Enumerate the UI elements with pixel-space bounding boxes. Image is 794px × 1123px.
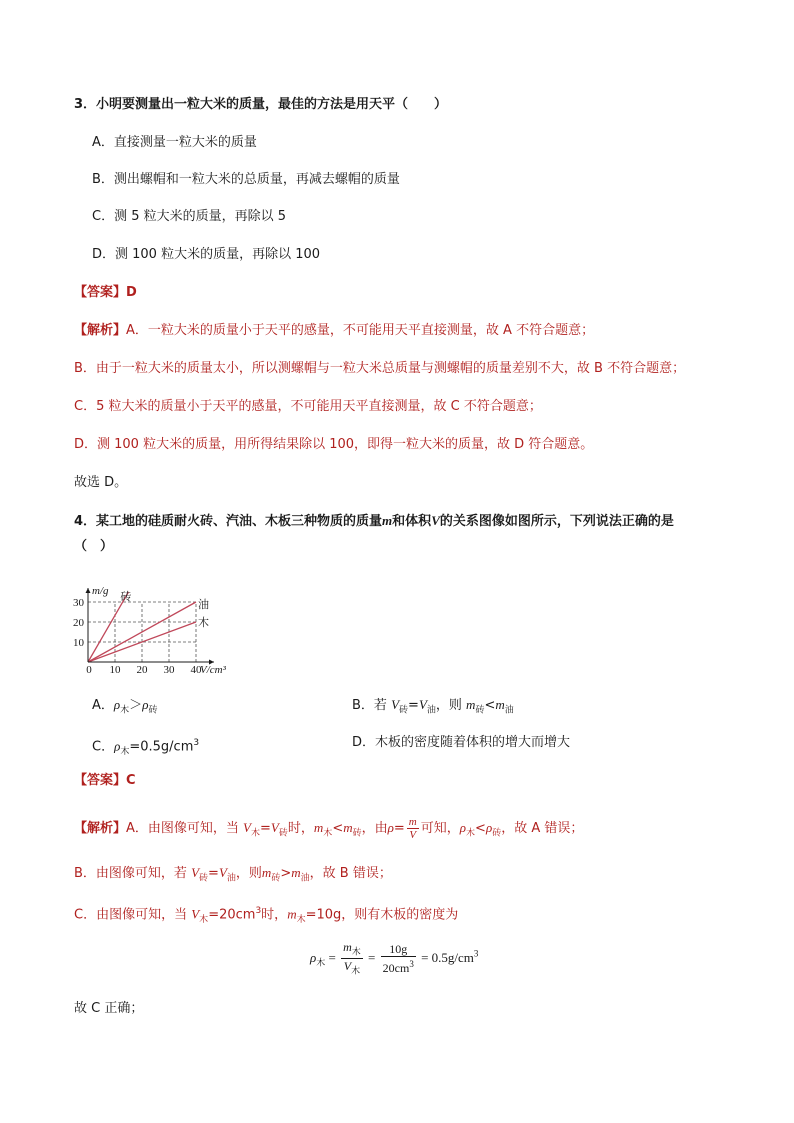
superscript: 3 (473, 948, 479, 959)
q3-analysis-d: D．测 100 粒大米的质量，用所得结果除以 100，即得一粒大米的质量，故 D 符合题意。 (74, 437, 594, 452)
operator: = (208, 866, 219, 881)
answer-label: 【答案】 (74, 773, 127, 788)
var-m: m (261, 865, 272, 880)
subscript: 木 (120, 746, 130, 757)
var-m: m (313, 820, 324, 835)
series-label-0: 砖 (120, 591, 132, 603)
q3-stem: 3．小明要测量出一粒大米的质量，最佳的方法是用天平（ ） (74, 97, 448, 112)
operator: < (484, 698, 496, 713)
subscript: 砖 (148, 705, 158, 716)
var-v: V (218, 865, 227, 880)
subscript: 木 (351, 965, 361, 976)
y-tick-20: 20 (73, 617, 84, 629)
var-v: V (243, 820, 251, 835)
var-m: m (343, 820, 353, 835)
q4-answer-line (74, 772, 136, 790)
stem-part-3: 的关系图像如图所示，下列说法正确的是 (439, 514, 674, 529)
rho-symbol: ρ (113, 697, 121, 712)
stem-part-1: 4．某工地的硅质耐火砖、汽油、木板三种物质的质量 (74, 514, 383, 529)
series-label-1: 油 (198, 599, 209, 611)
var-m: m (466, 697, 476, 712)
q3-option-a: A．直接测量一粒大米的质量 (92, 135, 257, 150)
subscript: 木 (323, 828, 333, 839)
subscript: 砖 (271, 873, 281, 884)
q3-analysis-a (74, 322, 594, 340)
density-formula (310, 940, 478, 978)
numerator: m (408, 816, 417, 828)
numerator: m (343, 940, 352, 954)
fraction-values (381, 942, 416, 975)
x-axis-label: V/cm³ (200, 664, 226, 676)
y-tick-10: 10 (73, 637, 84, 649)
x-tick-20: 20 (136, 664, 148, 676)
operator: = (421, 949, 429, 965)
denominator: V (409, 829, 417, 841)
rho-symbol: ρ (387, 820, 394, 835)
operator: = (393, 821, 405, 836)
x-tick-40: 40 (190, 664, 202, 676)
subscript: 木 (296, 914, 306, 925)
q4-analysis-b (74, 864, 392, 888)
x-tick-30: 30 (163, 664, 175, 676)
analysis-text: A．一粒大米的质量小于天平的感量，不可能用天平直接测量，故 A 不符合题意； (126, 323, 595, 338)
var-v: V (270, 820, 279, 835)
operator: = (368, 949, 376, 965)
text: =20cm (208, 907, 256, 923)
rho-symbol: ρ (114, 738, 121, 754)
subscript: 油 (504, 705, 514, 716)
subscript: 砖 (399, 705, 409, 716)
subscript: 木 (351, 946, 361, 957)
q4-stem (74, 512, 674, 531)
text: 时， (287, 821, 314, 836)
result: 0.5g/cm (431, 949, 474, 965)
text: ，则 (235, 866, 262, 881)
operator: < (332, 821, 344, 836)
subscript: 砖 (199, 873, 209, 884)
q3-option-b: B．测出螺帽和一粒大米的总质量，再减去螺帽的质量 (92, 172, 400, 187)
y-axis-arrow (86, 588, 91, 593)
option-label: B．若 (352, 698, 392, 713)
operator: ＞ (129, 698, 143, 713)
analysis-label: 【解析】 (74, 821, 127, 836)
superscript: 3 (409, 959, 414, 970)
var-v: V (191, 865, 200, 880)
subscript: 砖 (475, 705, 485, 716)
denominator: 20cm (382, 961, 410, 976)
rho-symbol: ρ (142, 697, 149, 712)
subscript: 砖 (492, 828, 502, 839)
stem-v: V (431, 513, 440, 528)
rho-symbol: ρ (485, 820, 493, 835)
var-v: V (191, 906, 200, 922)
stem-part-2: 和体积 (392, 514, 432, 529)
subscript: 木 (199, 914, 209, 925)
var-v: V (391, 697, 400, 712)
operator: = (408, 698, 419, 713)
text: C．由图像可知，当 (74, 907, 192, 923)
subscript: 油 (226, 873, 236, 884)
subscript: 砖 (352, 828, 362, 839)
text: ，故 A 错误； (501, 821, 584, 836)
q4-option-c (92, 734, 199, 761)
x-tick-0: 0 (86, 664, 92, 676)
answer-value: D (126, 285, 137, 300)
option-label: A． (92, 698, 114, 713)
var-m: m (291, 865, 301, 880)
var-m: m (495, 697, 505, 712)
analysis-label: 【解析】 (74, 323, 127, 338)
operator: = (260, 821, 271, 836)
subscript: 木 (466, 828, 476, 839)
q3-conclusion: 故选 D。 (74, 475, 128, 490)
subscript: 油 (300, 873, 310, 884)
numerator: 10g (381, 942, 416, 957)
operator: > (280, 866, 292, 881)
var-m: m (287, 906, 297, 922)
subscript: 木 (251, 828, 261, 839)
text: ，则 (435, 698, 467, 713)
q3-analysis-c: C．5 粒大米的质量小于天平的感量，不可能用天平直接测量，故 C 不符合题意； (74, 399, 542, 414)
text: 时， (261, 907, 288, 923)
stem-m: m (382, 513, 393, 528)
y-tick-30: 30 (73, 597, 84, 609)
q4-option-d: D．木板的密度随着体积的增大而增大 (352, 735, 571, 750)
text: A．由图像可知，当 (126, 821, 244, 836)
fraction-m-over-v (407, 816, 419, 841)
operator: = (328, 949, 336, 965)
answer-label: 【答案】 (74, 285, 127, 300)
superscript: 3 (193, 738, 200, 748)
q4-stem-paren: （ ） (74, 539, 114, 554)
value: =0.5g/cm (129, 739, 194, 755)
text: ，由 (361, 821, 388, 836)
text: ，故 B 错误； (309, 866, 392, 881)
subscript: 砖 (278, 828, 288, 839)
q4-analysis-c (74, 902, 458, 929)
operator: < (475, 821, 486, 836)
rho-symbol: ρ (459, 820, 467, 835)
text: =10g，则有木板的密度为 (305, 907, 459, 923)
rho-symbol: ρ (310, 949, 317, 965)
q3-answer-line (74, 284, 137, 302)
mass-volume-chart (66, 578, 226, 678)
series-label-2: 木 (198, 617, 209, 629)
q4-option-a (92, 696, 157, 720)
subscript: 木 (316, 957, 326, 968)
fraction-mass-over-volume (341, 940, 363, 978)
var-v: V (418, 697, 427, 712)
denominator: V (343, 959, 352, 974)
q3-option-c: C．测 5 粒大米的质量，再除以 5 (92, 209, 287, 224)
text: 可知， (420, 821, 460, 836)
answer-value: C (126, 773, 136, 788)
y-axis-label: m/g (92, 585, 109, 597)
subscript: 油 (426, 705, 436, 716)
q4-option-b (352, 696, 514, 720)
superscript: 3 (255, 906, 262, 916)
q3-analysis-b: B．由于一粒大米的质量太小，所以测螺帽与一粒大米总质量与测螺帽的质量差别不大，故 B 不符合题意； (74, 361, 686, 376)
q4-analysis-a (74, 816, 583, 843)
x-tick-10: 10 (109, 664, 121, 676)
text: B．由图像可知，若 (74, 866, 192, 881)
subscript: 木 (120, 705, 130, 716)
q4-conclusion: 故 C 正确； (74, 1001, 144, 1016)
option-label: C． (92, 739, 115, 755)
q3-option-d: D．测 100 粒大米的质量，再除以 100 (92, 247, 321, 262)
